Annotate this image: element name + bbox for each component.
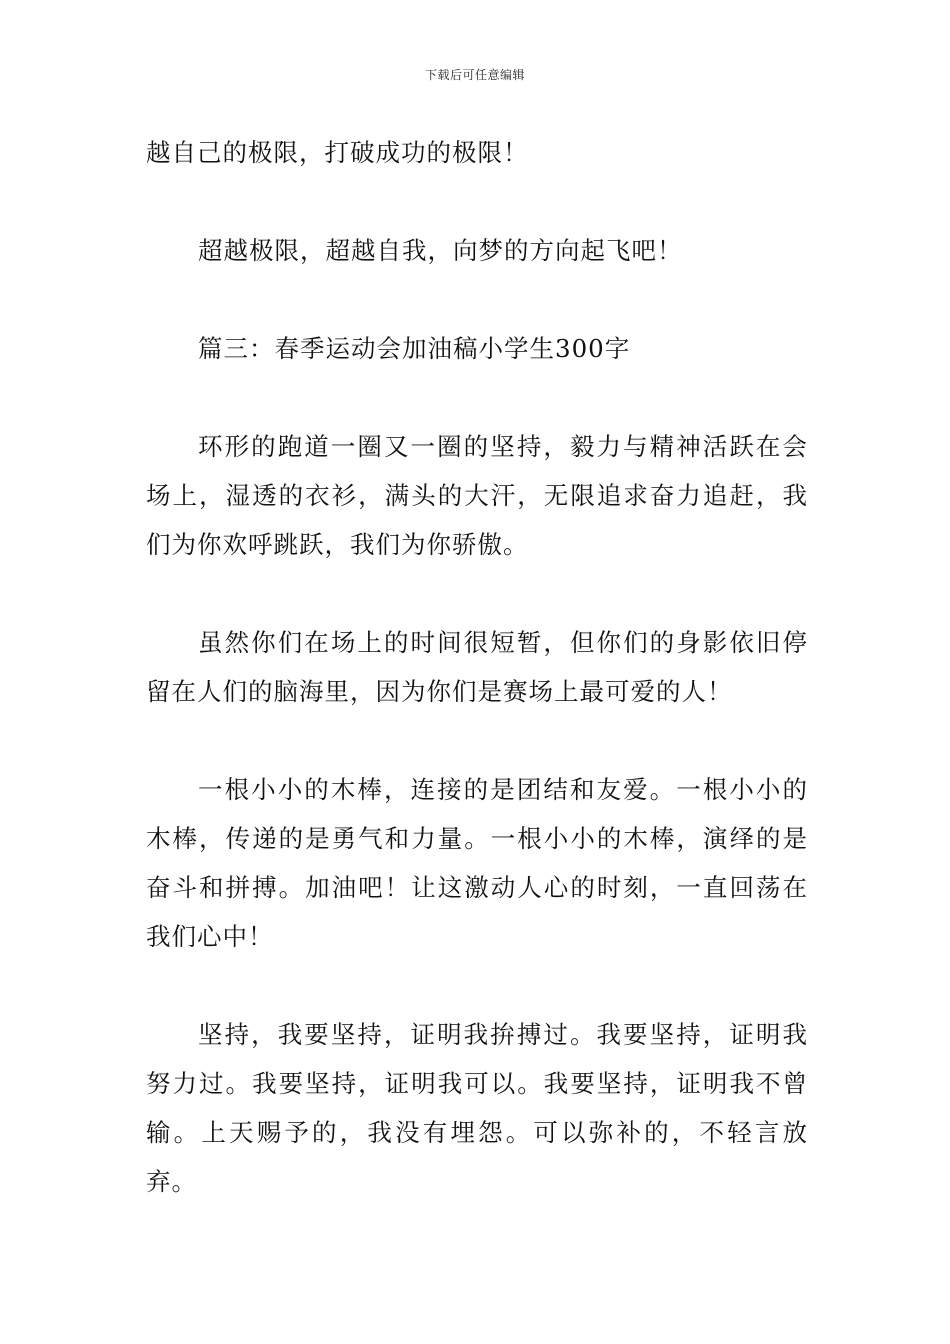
section-heading: 篇三：春季运动会加油稿小学生300字 [198, 334, 631, 363]
page-header: 下载后可任意编辑 [424, 68, 525, 82]
paragraph-4: 虽然你们在场上的时间很短暂，但你们的身影依旧停留在人们的脑海里，因为你们是赛场上最可爱的人！ [146, 628, 808, 706]
paragraph-2: 超越极限，超越自我，向梦的方向起飞吧！ [198, 236, 683, 265]
paragraph-3: 环形的跑道一圈又一圈的坚持，毅力与精神活跃在会场上，湿透的衣衫，满头的大汗，无限追求奋力追赶，我们为你欢呼跳跃，我们为你骄傲。 [146, 432, 808, 559]
document-body [146, 128, 808, 1255]
paragraph-1: 越自己的极限，打破成功的极限！ [146, 138, 529, 167]
paragraph-5: 一根小小的木棒，连接的是团结和友爱。一根小小的木棒，传递的是勇气和力量。一根小小的木棒，演绎的是奋斗和拼搏。加油吧！让这激动人心的时刻，一直回荡在我们心中！ [146, 775, 808, 951]
paragraph-6: 坚持，我要坚持，证明我拚搏过。我要坚持，证明我努力过。我要坚持，证明我可以。我要坚持，证明我不曾输。上天赐予的，我没有埋怨。可以弥补的，不轻言放弃。 [146, 1020, 808, 1196]
